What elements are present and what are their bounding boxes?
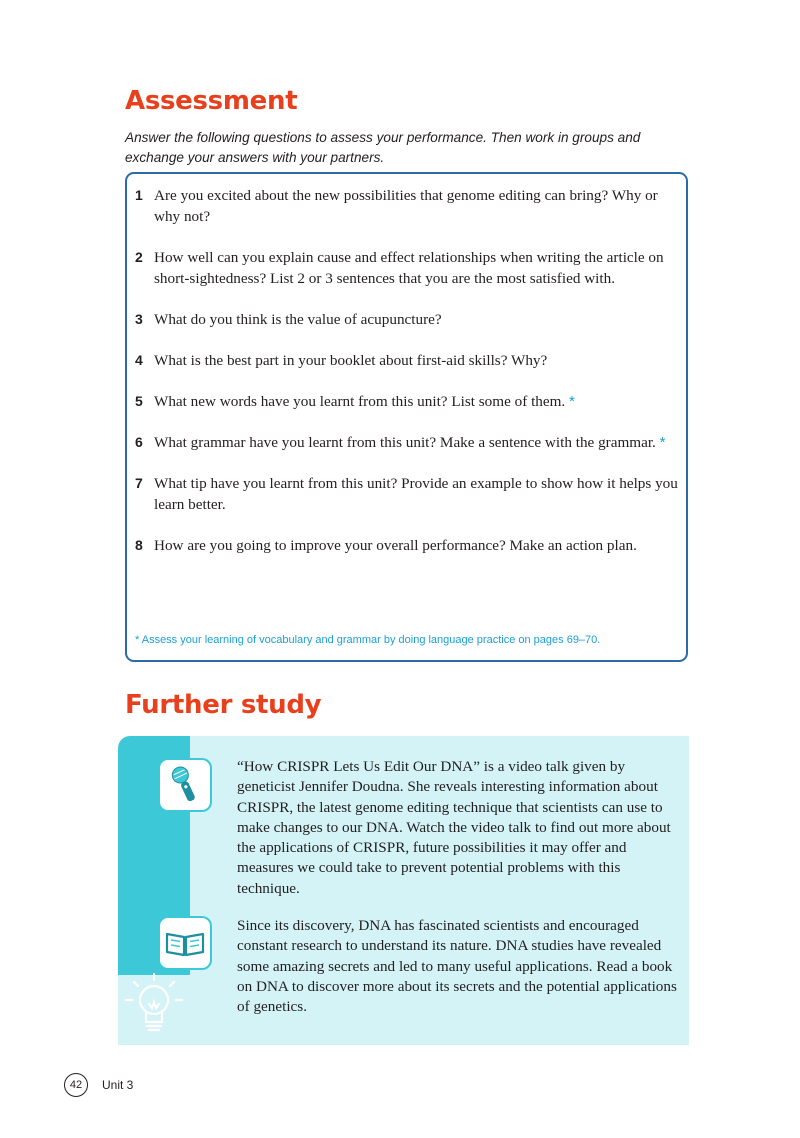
- page-footer: [64, 1072, 133, 1098]
- question-item: [135, 432, 682, 453]
- question-item: [135, 185, 682, 227]
- assessment-question-box: [125, 172, 688, 662]
- question-number: 3: [135, 311, 143, 327]
- unit-label: Unit 3: [102, 1078, 134, 1092]
- footnote-star: *: [659, 434, 666, 451]
- video-talk-paragraph: “How CRISPR Lets Us Edit Our DNA” is a video talk given by geneticist Jennifer Doudna. She reveals interesting information about CRISPR, the latest genome editing technique that scientists can use to make changes to our DNA. Watch the video talk to find out more about the applications of CRISPR, future possibilities it may offer and measures we could take to prevent potential problems with this technique.: [237, 758, 671, 897]
- question-item: [135, 535, 682, 556]
- question-number: 4: [135, 352, 143, 368]
- question-number: 7: [135, 475, 143, 491]
- question-text: What new words have you learnt from this unit? List some of them.: [154, 393, 566, 410]
- question-item: [135, 350, 682, 371]
- question-text: How well can you explain cause and effect relationships when writing the article on short-sightedness? List 2 or 3 sentences that you are the most satisfied with.: [154, 249, 664, 287]
- book-icon: [160, 918, 210, 968]
- dna-book-paragraph: Since its discovery, DNA has fascinated scientists and encouraged constant research to understand its nature. DNA studies have revealed some amazing secrets and led to many useful applications. Read a book on DNA to discover more about its secrets and the potential applications of genetics.: [237, 917, 677, 1016]
- question-text: Are you excited about the new possibilities that genome editing can bring? Why or why not?: [154, 187, 658, 225]
- question-number: 2: [135, 249, 143, 265]
- question-item: [135, 473, 682, 515]
- question-item: [135, 391, 682, 412]
- assessment-instructions: Answer the following questions to assess your performance. Then work in groups and exchange your answers with your partners.: [125, 130, 641, 165]
- lightbulb-icon: [122, 968, 186, 1045]
- question-text: What do you think is the value of acupuncture?: [154, 311, 442, 328]
- question-number: 8: [135, 537, 143, 553]
- question-list: [135, 185, 682, 576]
- further-study-panel: [118, 736, 689, 1045]
- question-item: [135, 247, 682, 289]
- question-text: What tip have you learnt from this unit? Provide an example to show how it helps you learn better.: [154, 475, 678, 513]
- question-number: 1: [135, 187, 143, 203]
- question-text: How are you going to improve your overall performance? Make an action plan.: [154, 537, 637, 554]
- assessment-footnote: * Assess your learning of vocabulary and grammar by doing language practice on pages 69–70.: [135, 634, 601, 646]
- question-text: What grammar have you learnt from this unit? Make a sentence with the grammar.: [154, 434, 656, 451]
- microphone-icon: [160, 760, 210, 810]
- question-item: [135, 309, 682, 330]
- footnote-star: *: [569, 393, 575, 410]
- further-study-title: Further study: [125, 690, 322, 720]
- question-number: 5: [135, 393, 143, 409]
- question-text: What is the best part in your booklet about first-aid skills? Why?: [154, 352, 548, 369]
- page-number: 42: [64, 1073, 88, 1097]
- assessment-title: Assessment: [125, 86, 298, 116]
- question-number: 6: [135, 434, 143, 450]
